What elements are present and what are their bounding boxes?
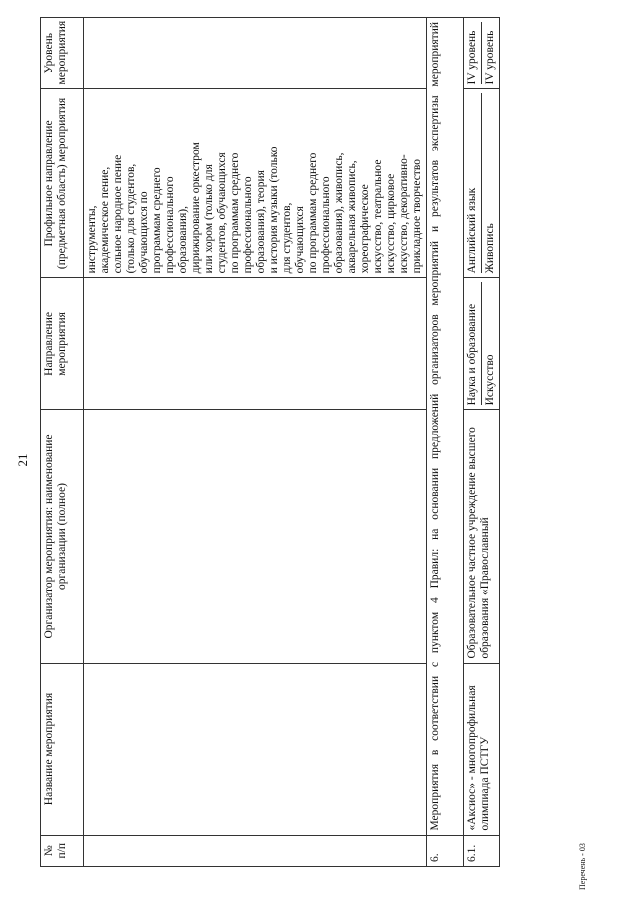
profile-line: образования), живопись, bbox=[333, 152, 345, 274]
profile-line: академическое пение, bbox=[99, 166, 111, 274]
header-organizer: Организатор мероприятия: наименование организации (полное) bbox=[41, 410, 84, 663]
profile-line: и история музыки (только bbox=[268, 146, 280, 274]
row-6-1-direction bbox=[464, 278, 500, 410]
profile-line: дирижирование оркестром bbox=[190, 142, 202, 274]
section-6-text-cell bbox=[427, 18, 464, 836]
profile-line: образования), теория bbox=[255, 170, 267, 274]
profile-english: Английский язык bbox=[466, 94, 482, 274]
profile-line: профессионального bbox=[164, 176, 176, 274]
row-6-1-level bbox=[464, 18, 500, 90]
header-direction: Направление мероприятия bbox=[41, 278, 84, 410]
footer-note: Перечень - 03 bbox=[578, 843, 587, 890]
direction-art: Искусство bbox=[484, 354, 496, 406]
profile-line: обучающихся по bbox=[138, 191, 150, 274]
profile-line: студентов, обучающихся bbox=[216, 152, 228, 274]
cont-name-cell bbox=[84, 663, 427, 835]
cont-num-cell bbox=[84, 835, 427, 866]
section-6-num: 6. bbox=[427, 835, 464, 866]
profile-line: или хором (только для bbox=[203, 164, 215, 274]
cont-level-cell bbox=[84, 18, 427, 90]
row-6-1-num: 6.1. bbox=[464, 835, 500, 866]
profile-line: обучающихся bbox=[294, 206, 306, 274]
direction-science: Наука и образование bbox=[466, 282, 482, 405]
row-6-1-profile bbox=[464, 89, 500, 278]
row-6-1-organizer: Образовательное частное учреждение высшего образования «Православный bbox=[464, 410, 500, 663]
profile-line: акварельная живопись, bbox=[346, 160, 358, 274]
profile-line: хореографическое bbox=[359, 184, 371, 274]
profile-line: прикладное творчество bbox=[411, 159, 423, 274]
profile-line: искусство, цирковое bbox=[385, 173, 397, 274]
level-1: IV уровень bbox=[466, 22, 482, 85]
profile-line: (только для студентов, bbox=[125, 163, 137, 274]
header-name: Название мероприятия bbox=[41, 663, 84, 835]
profile-line: искусство, декоративно- bbox=[398, 154, 410, 274]
profile-painting: Живопись bbox=[484, 223, 496, 274]
profile-line: инструменты, bbox=[86, 205, 98, 274]
level-2: IV уровень bbox=[484, 30, 496, 85]
profile-line: для студентов, bbox=[281, 202, 293, 274]
profile-line: профессионального bbox=[242, 176, 254, 274]
profile-line: образования), bbox=[177, 206, 189, 274]
row-6-1-name: «Аксиос» - многопрофильная олимпиада ПСТГУ bbox=[464, 663, 500, 835]
cont-organizer-cell bbox=[84, 410, 427, 663]
profile-line: программам среднего bbox=[151, 167, 163, 274]
section-6-text: Мероприятия в соответствии с пунктом 4 Правил: на основании предложений организаторов мероприятий и результатов экспертизы мероприятий bbox=[429, 22, 441, 831]
profile-line: искусство, театральное bbox=[372, 159, 384, 274]
header-num: № п/п bbox=[41, 835, 84, 866]
table-row bbox=[464, 18, 500, 867]
continuation-row bbox=[84, 18, 427, 867]
events-table bbox=[40, 17, 500, 867]
section-6-row bbox=[427, 18, 464, 867]
cont-direction-cell bbox=[84, 278, 427, 410]
profile-line: по программам среднего bbox=[229, 152, 241, 274]
profile-line: по программам среднего bbox=[307, 152, 319, 274]
profile-line: сольное народное пение bbox=[112, 154, 124, 274]
table-header-row bbox=[41, 18, 84, 867]
page-number: 21 bbox=[15, 453, 30, 467]
cont-profile-cell bbox=[84, 89, 427, 278]
header-level: Уровень мероприятия bbox=[41, 18, 84, 90]
header-profile: Профильное направление (предметная область) мероприятия bbox=[41, 89, 84, 278]
profile-line: профессионального bbox=[320, 176, 332, 274]
